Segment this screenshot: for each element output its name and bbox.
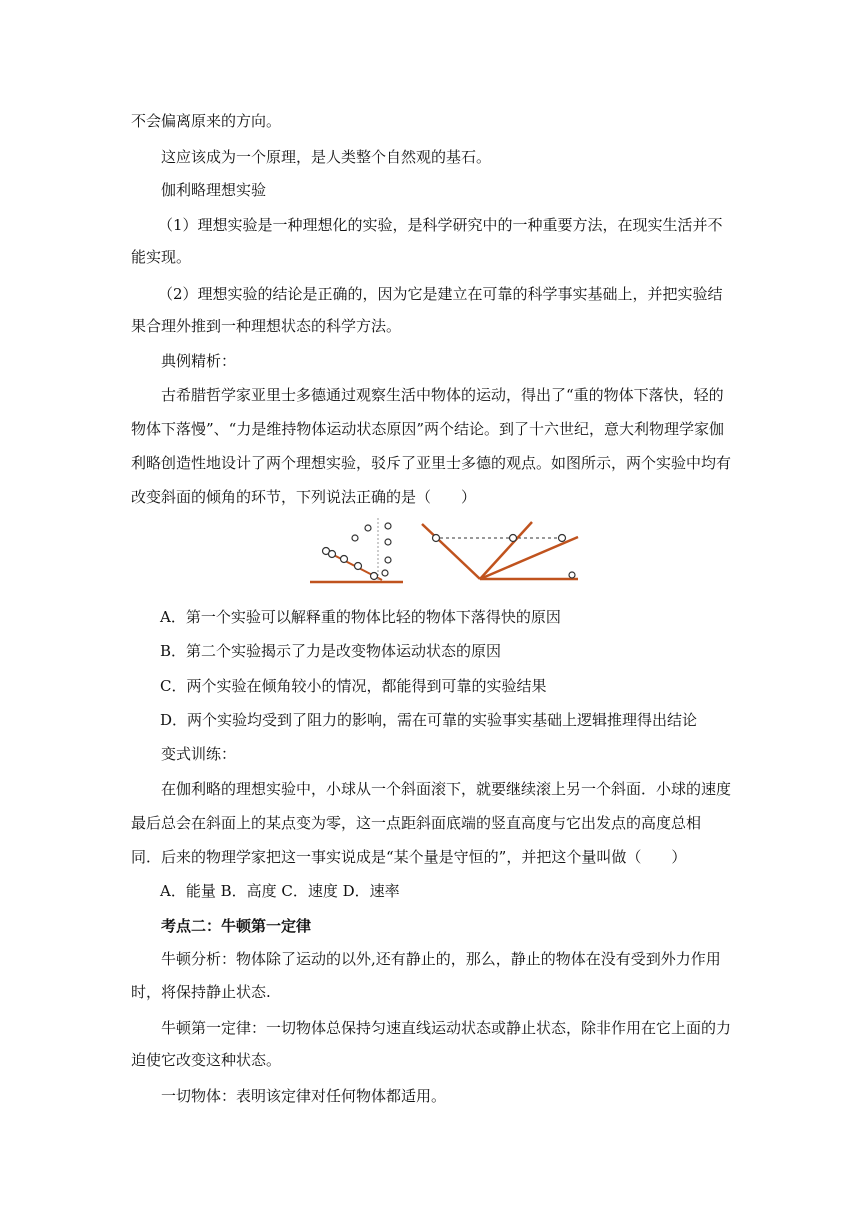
text-line: 时，将保持静止状态.: [131, 983, 271, 1001]
text-line: 不会偏离原来的方向。: [131, 112, 282, 130]
text-line: 一切物体：表明该定律对任何物体都适用。: [161, 1087, 447, 1105]
right-experiment: [422, 522, 578, 579]
text-line: 同．后来的物理学家把这一事实说成是“某个量是守恒的”，并把这个量叫做（ ）: [131, 848, 687, 866]
text-line: 迫使它改变这种状态。: [131, 1051, 282, 1069]
option-a: A．第一个实验可以解释重的物体比轻的物体下落得快的原因: [160, 608, 561, 626]
option-d: D．两个实验均受到了阻力的影响，需在可靠的实验事实基础上逻辑推理得出结论: [160, 711, 698, 729]
text-line: 利略创造性地设计了两个理想实验，驳斥了亚里士多德的观点。如图所示，两个实验中均有: [131, 454, 732, 472]
text-line: 这应该成为一个原理，是人类整个自然观的基石。: [161, 148, 492, 166]
text-line: （1）理想实验是一种理想化的实验，是科学研究中的一种重要方法，在现实生活并不: [158, 216, 723, 234]
text-line: 能实现。: [131, 248, 192, 266]
option-b: B．第二个实验揭示了力是改变物体运动状态的原因: [160, 642, 502, 660]
option-c: C．两个实验在倾角较小的情况，都能得到可靠的实验结果: [160, 677, 547, 695]
text-line: 古希腊哲学家亚里士多德通过观察生活中物体的运动，得出了“重的物体下落快，轻的: [161, 386, 724, 404]
text-line: 果合理外推到一种理想状态的科学方法。: [131, 317, 402, 335]
section-heading: 典例精析：: [161, 352, 237, 370]
answer-choices: A．能量 B．高度 C．速度 D．速率: [160, 882, 400, 900]
text-line: （2）理想实验的结论是正确的，因为它是建立在可靠的科学事实基础上，并把实验结: [158, 285, 723, 303]
text-line: 牛顿分析：物体除了运动的以外,还有静止的，那么，静止的物体在没有受到外力作用: [161, 950, 721, 968]
section-title: 考点二：牛顿第一定律: [161, 917, 312, 935]
text-line: 伽利略理想实验: [161, 181, 267, 199]
text-line: 改变斜面的倾角的环节，下列说法正确的是（ ）: [131, 488, 477, 506]
text-line: 牛顿第一定律：一切物体总保持匀速直线运动状态或静止状态，除非作用在它上面的力: [161, 1019, 732, 1037]
text-line: 物体下落慢”、“力是维持物体运动状态原因”两个结论。到了十六世纪，意大利物理学家伽: [131, 420, 725, 438]
experiment-figure: [310, 518, 580, 586]
section-heading: 变式训练：: [161, 745, 237, 763]
text-line: 最后总会在斜面上的某点变为零，这一点距斜面底端的竖直高度与它出发点的高度总相: [131, 814, 702, 832]
left-experiment: [310, 518, 403, 582]
text-line: 在伽利略的理想实验中，小球从一个斜面滚下，就要继续滚上另一个斜面．小球的速度: [161, 780, 732, 798]
